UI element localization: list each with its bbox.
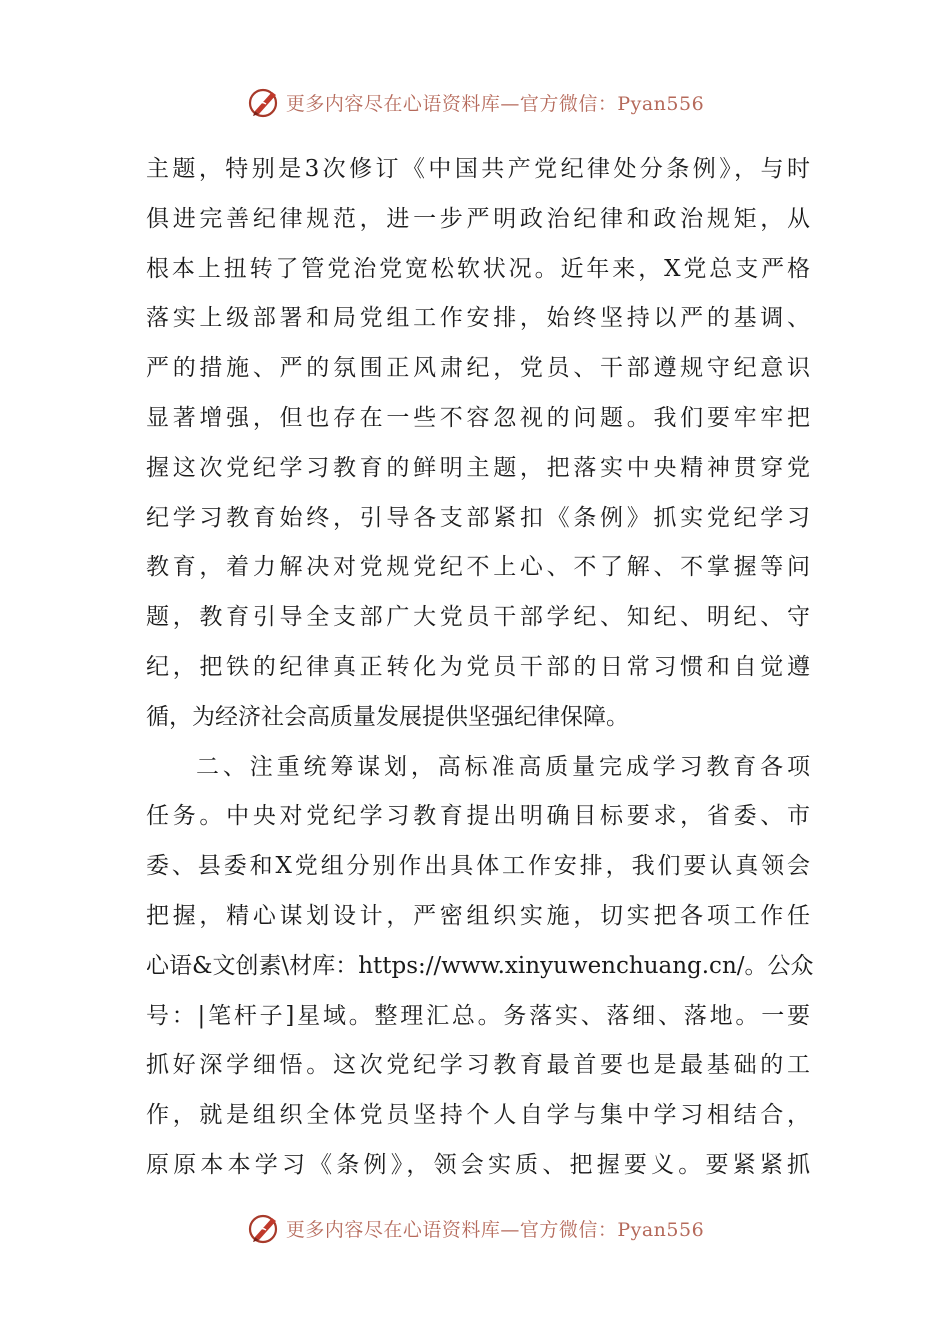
- body-line: 作，就是组织全体党员坚持个人自学与集中学习相结合，: [146, 1102, 810, 1129]
- body-line: 显著增强，但也存在一些不容忽视的问题。我们要牢牢把: [146, 404, 810, 431]
- body-line: 俱进完善纪律规范，进一步严明政治纪律和政治规矩，从: [146, 205, 810, 232]
- footer-banner: [0, 1208, 950, 1248]
- body-line: 委、县委和X党组分别作出具体工作安排，我们要认真领会: [146, 853, 810, 880]
- header-banner-text: 更多内容尽在心语资料库—官方微信：Pyan556: [285, 92, 705, 115]
- body-line: 落实上级部署和局党组工作安排，始终坚持以严的基调、: [146, 305, 810, 332]
- body-line: 握这次党纪学习教育的鲜明主题，把落实中央精神贯穿党: [146, 454, 810, 481]
- body-line: 循，为经济社会高质量发展提供坚强纪律保障。: [146, 703, 629, 730]
- watermark-line: 心语&文创素\材库：https://www.xinyuwenchuang.cn/。公众: [146, 952, 814, 979]
- body-line: 号：|笔杆子]星域。整理汇总。务落实、落细、落地。一要: [146, 1002, 810, 1029]
- body-line: 原原本本学习《条例》，领会实质、把握要义。要紧紧抓: [146, 1151, 810, 1178]
- section-heading-line: 二、注重统筹谋划，高标准高质量完成学习教育各项: [196, 753, 810, 780]
- body-line: 任务。中央对党纪学习教育提出明确目标要求，省委、市: [146, 803, 810, 830]
- body-line: 纪学习教育始终，引导各支部紧扣《条例》抓实党纪学习: [146, 504, 810, 531]
- body-line: 严的措施、严的氛围正风肃纪，党员、干部遵规守纪意识: [146, 355, 810, 382]
- document-body: [146, 145, 814, 1191]
- header-banner: [0, 82, 950, 122]
- pen-logo-icon: [246, 84, 282, 120]
- body-line: 题，教育引导全支部广大党员干部学纪、知纪、明纪、守: [146, 604, 810, 631]
- body-line: 主题，特别是3次修订《中国共产党纪律处分条例》，与时: [146, 156, 810, 182]
- body-line: 教育，着力解决对党规党纪不上心、不了解、不掌握等问: [146, 554, 810, 581]
- body-line: 把握，精心谋划设计，严密组织实施，切实把各项工作任: [146, 902, 810, 929]
- body-line: 根本上扭转了管党治党宽松软状况。近年来，X党总支严格: [146, 255, 810, 282]
- body-line: 纪，把铁的纪律真正转化为党员干部的日常习惯和自觉遵: [146, 653, 810, 680]
- pen-logo-icon: [246, 1210, 282, 1246]
- footer-banner-text: 更多内容尽在心语资料库—官方微信：Pyan556: [285, 1218, 705, 1241]
- body-line: 抓好深学细悟。这次党纪学习教育最首要也是最基础的工: [146, 1052, 810, 1079]
